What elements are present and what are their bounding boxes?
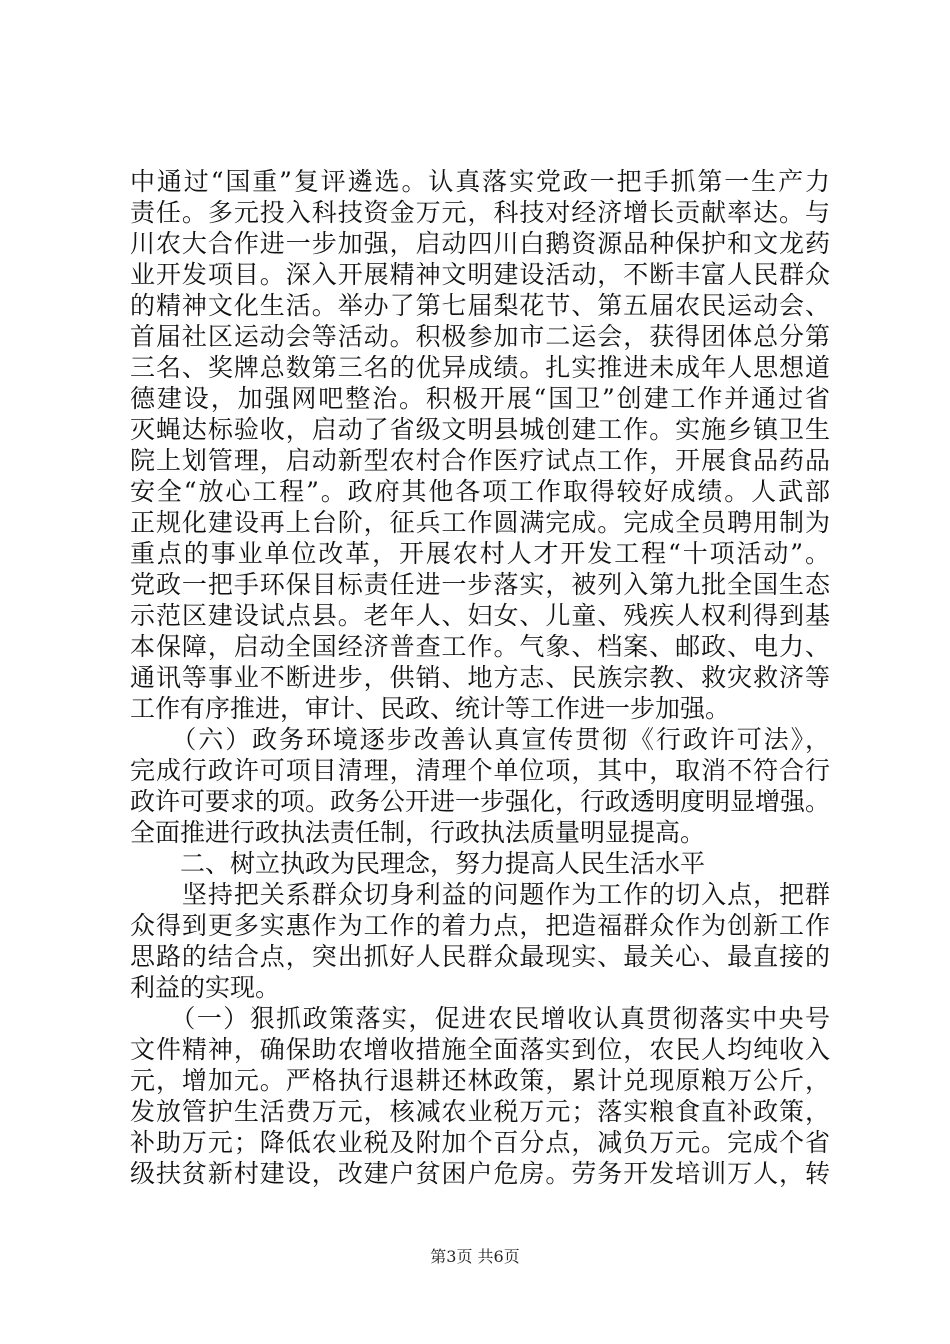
text-line: 众得到更多实惠作为工作的着力点，把造福群众作为创新工作 [130, 911, 830, 940]
document-body [130, 166, 830, 1189]
text-line: 的精神文化生活。举办了第七届梨花节、第五届农民运动会、 [130, 291, 830, 320]
text-line: 德建设，加强网吧整治。积极开展“国卫”创建工作并通过省 [130, 384, 830, 413]
text-line: 二、树立执政为民理念，努力提高人民生活水平 [130, 849, 706, 878]
text-line: 首届社区运动会等活动。积极参加市二运会，获得团体总分第 [130, 322, 830, 351]
text-line: 元，增加元。严格执行退耕还林政策，累计兑现原粮万公斤， [130, 1066, 830, 1095]
text-line: 正规化建设再上台阶，征兵工作圆满完成。完成全员聘用制为 [130, 508, 830, 537]
text-line: （一）狠抓政策落实，促进农民增收认真贯彻落实中央号 [130, 1004, 830, 1033]
text-line: 通讯等事业不断进步，供销、地方志、民族宗教、救灾救济等 [130, 663, 830, 692]
text-line: 中通过“国重”复评遴选。认真落实党政一把手抓第一生产力 [130, 167, 830, 196]
text-line: 工作有序推进，审计、民政、统计等工作进一步加强。 [130, 694, 731, 723]
text-line: 思路的结合点，突出抓好人民群众最现实、最关心、最直接的 [130, 942, 830, 971]
text-line: 示范区建设试点县。老年人、妇女、儿童、残疾人权利得到基 [130, 601, 830, 630]
text-line: 政许可要求的项。政务公开进一步强化，行政透明度明显增强。 [130, 787, 831, 816]
text-line: 院上划管理，启动新型农村合作医疗试点工作，开展食品药品 [130, 446, 830, 475]
text-line: 业开发项目。深入开展精神文明建设活动，不断丰富人民群众 [130, 260, 830, 289]
text-line: 完成行政许可项目清理，清理个单位项，其中，取消不符合行 [130, 756, 830, 785]
text-line: 川农大合作进一步加强，启动四川白鹅资源品种保护和文龙药 [130, 229, 830, 258]
text-line: 利益的实现。 [130, 973, 281, 1002]
text-line: （六）政务环境逐步改善认真宣传贯彻《行政许可法》， [130, 725, 830, 754]
text-line: 坚持把关系群众切身利益的问题作为工作的切入点，把群 [130, 880, 830, 909]
text-line: 全面推进行政执法责任制，行政执法质量明显提高。 [130, 818, 706, 847]
text-line: 文件精神，确保助农增收措施全面落实到位，农民人均纯收入 [130, 1035, 830, 1064]
text-line: 三名、奖牌总数第三名的优异成绩。扎实推进未成年人思想道 [130, 353, 830, 382]
text-line: 发放管护生活费万元，核减农业税万元；落实粮食直补政策， [130, 1097, 830, 1126]
text-line: 党政一把手环保目标责任进一步落实，被列入第九批全国生态 [130, 570, 830, 599]
text-line: 补助万元；降低农业税及附加个百分点，减负万元。完成个省 [130, 1128, 830, 1157]
text-line: 灭蝇达标验收，启动了省级文明县城创建工作。实施乡镇卫生 [130, 415, 830, 444]
page-footer: 第3页 共6页 [430, 1247, 520, 1266]
text-line: 本保障，启动全国经济普查工作。气象、档案、邮政、电力、 [130, 632, 830, 661]
text-line: 责任。多元投入科技资金万元，科技对经济增长贡献率达。与 [130, 198, 830, 227]
text-line: 级扶贫新村建设，改建户贫困户危房。劳务开发培训万人，转 [130, 1159, 830, 1188]
text-line: 安全“放心工程”。政府其他各项工作取得较好成绩。人武部 [130, 477, 830, 506]
text-line: 重点的事业单位改革，开展农村人才开发工程“十项活动”。 [130, 539, 830, 568]
